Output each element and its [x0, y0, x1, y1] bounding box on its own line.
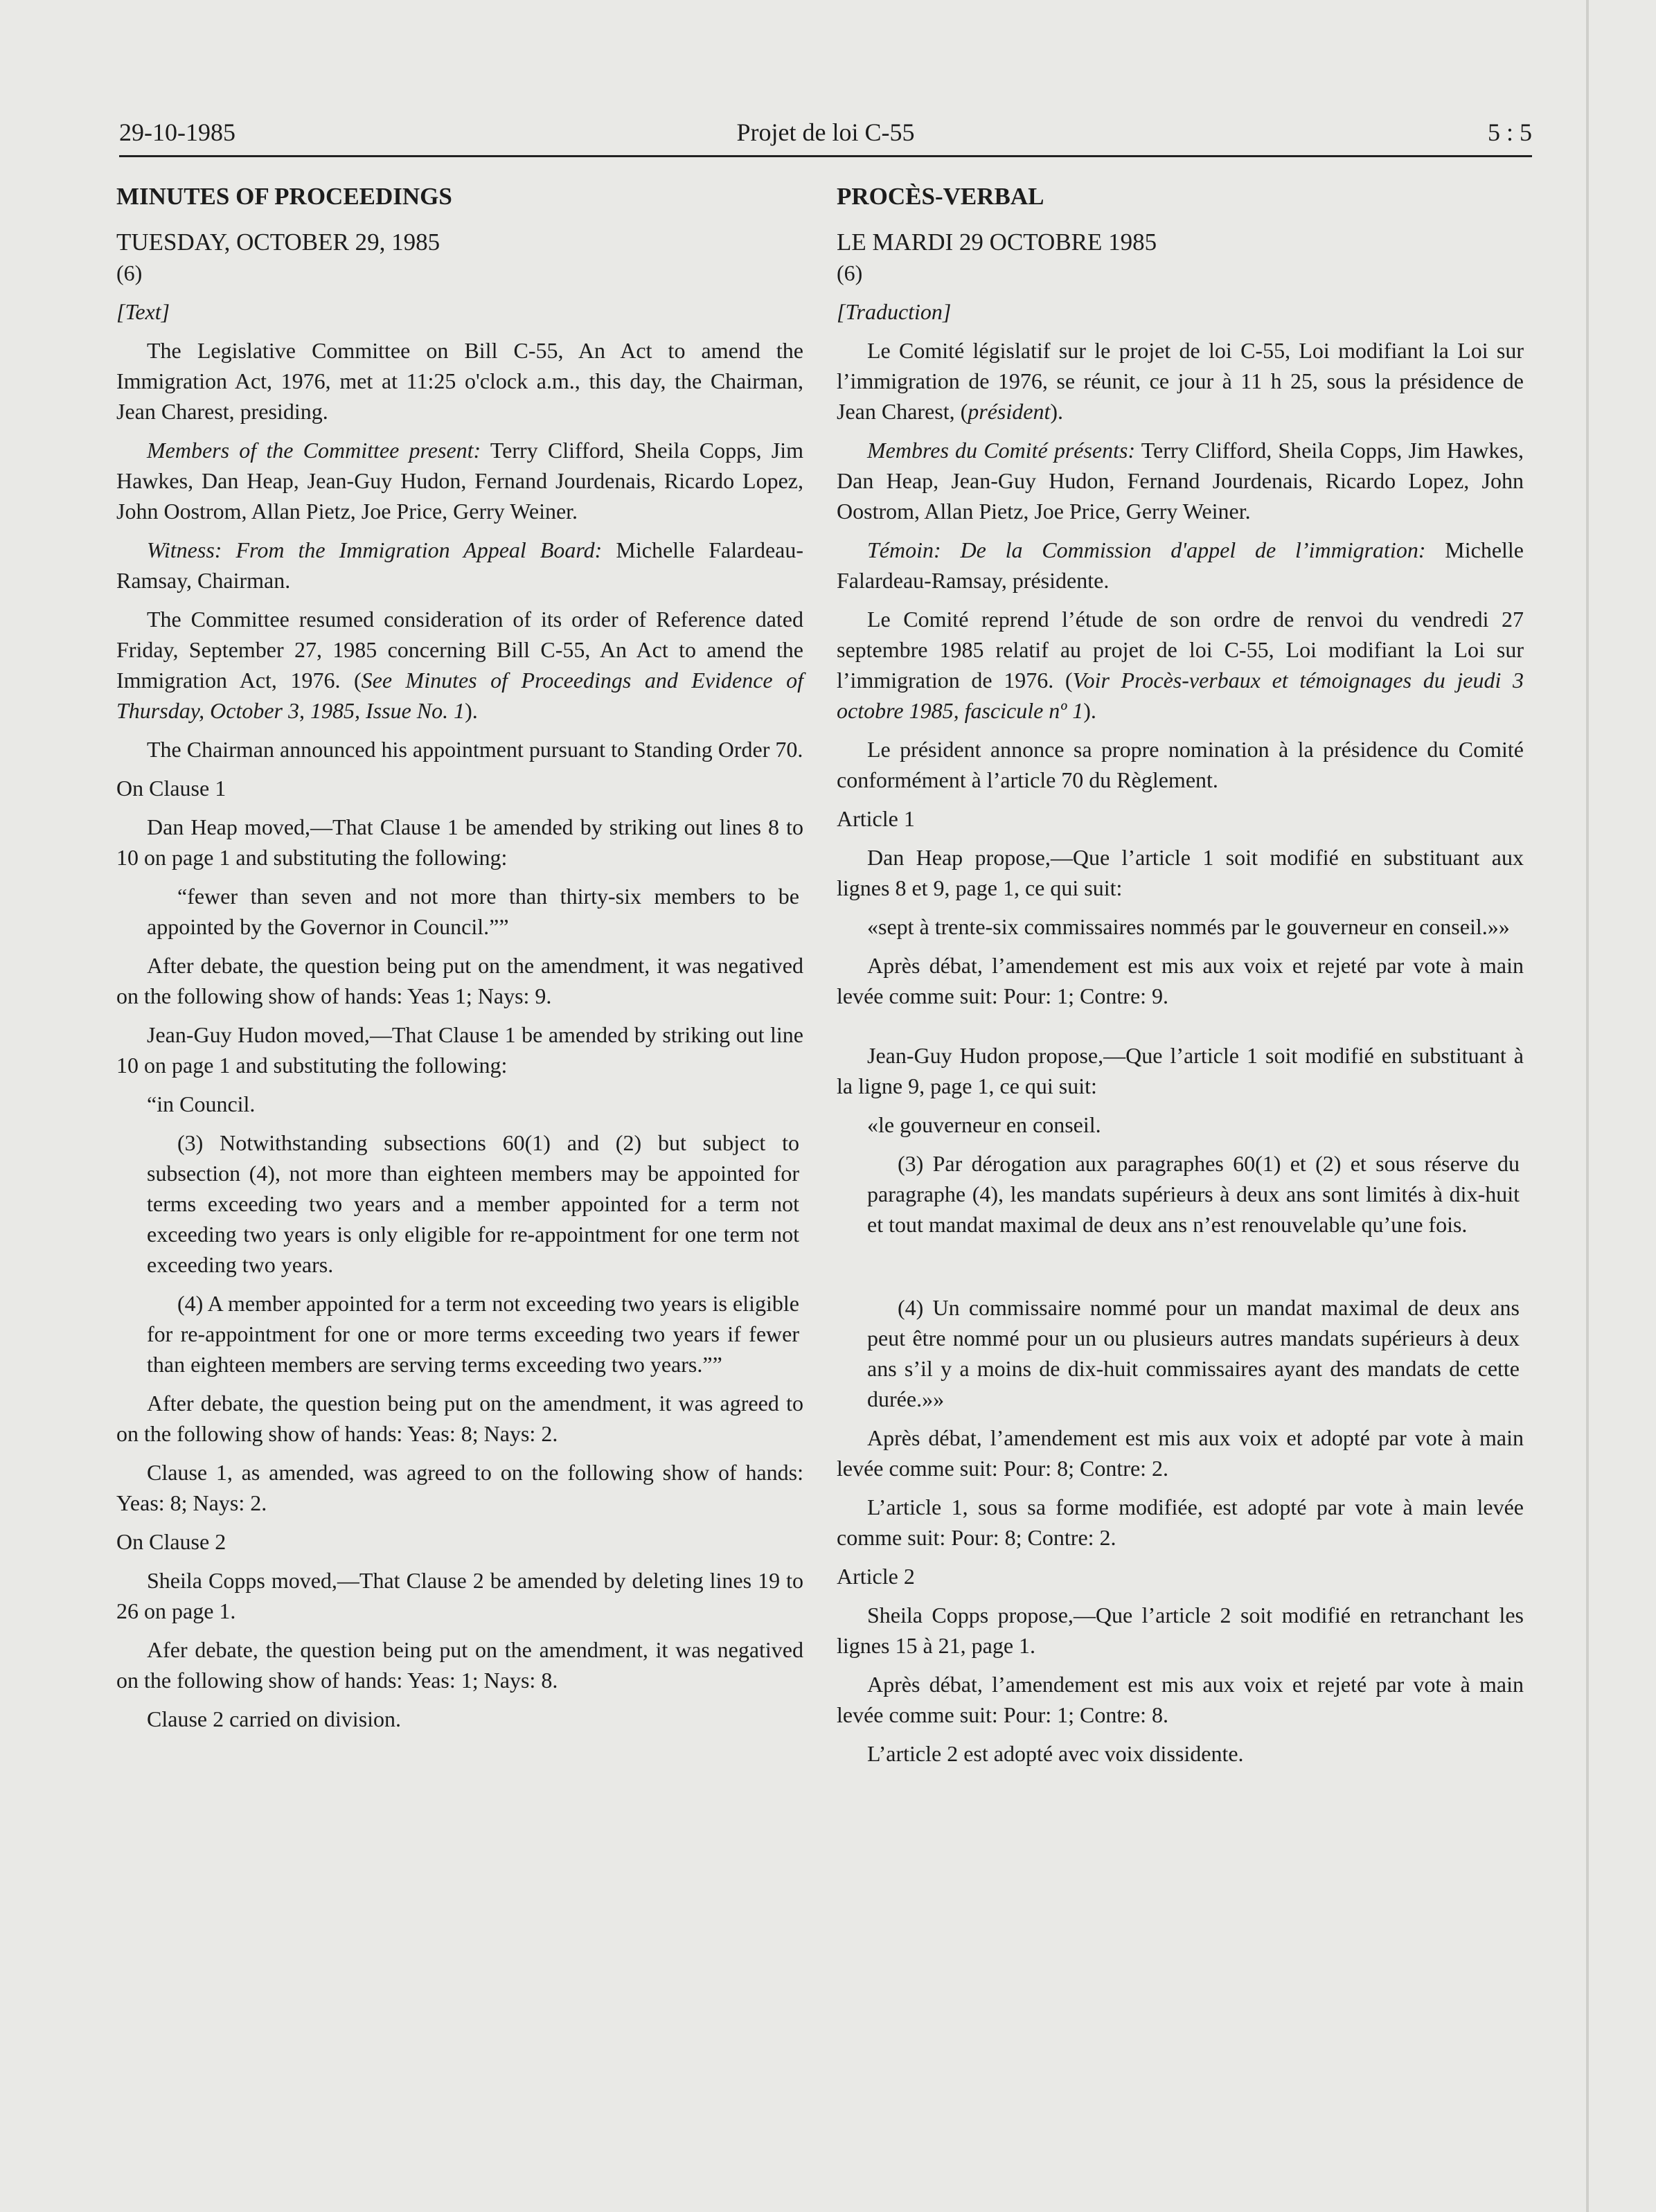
- english-hudon-quote-1: “in Council.: [147, 1091, 256, 1116]
- header-page-number: 5 : 5: [1487, 118, 1532, 146]
- english-clause2-carried: Clause 2 carried on division.: [147, 1706, 402, 1731]
- english-sitting-number: (6): [116, 260, 143, 285]
- french-resumed-paragraph: [837, 604, 1524, 726]
- english-chairman-paragraph: The Chairman announced his appointment pursuant to Standing Order 70.: [147, 737, 803, 762]
- french-date-line: LE MARDI 29 OCTOBRE 1985: [837, 229, 1157, 256]
- english-clause1-carried: Clause 1, as amended, was agreed to on the following show of hands: Yeas: 8; Nays: 2.: [116, 1460, 803, 1515]
- english-resumed-paragraph: [116, 604, 803, 726]
- english-opening-paragraph: The Legislative Committee on Bill C-55, An Act to amend the Immigration Act, 1976, met at 11:25 o'clock a.m., this day, the Chairman, Jean Charest, presiding.: [116, 338, 803, 424]
- english-hudon-motion: Jean-Guy Hudon moved,—That Clause 1 be amended by striking out line 10 on page 1 and substituting the following:: [116, 1022, 803, 1078]
- page-edge: [1586, 0, 1589, 2212]
- english-resumed-text: The Committee resumed consideration of its order of Reference dated Friday, September 27, 1985 concerning Bill C-55, An Act to amend the Immigration Act, 1976. (: [116, 607, 803, 693]
- header-date: 29-10-1985: [119, 118, 235, 146]
- french-members-paragraph: [837, 435, 1524, 526]
- english-heap-quote: “fewer than seven and not more than thirty-six members to be appointed by the Governor in Council.””: [147, 884, 799, 939]
- english-hudon-quote-3: (4) A member appointed for a term not exceeding two years is eligible for re-appointment for one or more terms exceeding two years if fewer than eighteen members are serving terms exceeding two years.””: [147, 1291, 799, 1377]
- english-clause1-heading: On Clause 1: [116, 776, 226, 801]
- english-resumed-end: ).: [465, 698, 478, 723]
- french-opening-text: Le Comité législatif sur le projet de loi C-55, Loi modifiant la Loi sur l’immigration de 1976, se réunit, ce jour à 11 h 25, sous la présidence de Jean Charest, (: [837, 338, 1524, 424]
- english-witness-paragraph: [116, 535, 803, 596]
- french-opening-president: président: [968, 399, 1051, 424]
- french-members-label: Membres du Comité présents:: [867, 438, 1136, 463]
- french-heap-quote: «sept à trente-six commissaires nommés par le gouverneur en conseil.»»: [867, 914, 1510, 939]
- french-opening-end: ).: [1050, 399, 1064, 424]
- french-witness-name: Michelle Falardeau-Ramsay, présidente.: [837, 537, 1524, 593]
- french-hudon-quote-3: (4) Un commissaire nommé pour un mandat maximal de deux ans peut être nommé pour un ou plusieurs autres mandats supérieurs à deux ans s’il y a moins de dix-huit commissaires ayant des mandats de cette durée.»»: [867, 1295, 1520, 1411]
- french-column: [837, 181, 1524, 1777]
- french-witness-label: Témoin: De la Commission d'appel de l’immigration:: [867, 537, 1426, 562]
- french-text-note: [Traduction]: [837, 299, 952, 324]
- french-clause2-heading: Article 2: [837, 1564, 915, 1589]
- running-header: [119, 118, 1532, 157]
- french-heap-result: Après débat, l’amendement est mis aux voix et rejeté par vote à main levée comme suit: Pour: 1; Contre: 9.: [837, 953, 1524, 1008]
- french-copps-result: Après débat, l’amendement est mis aux voix et rejeté par vote à main levée comme suit: Pour: 1; Contre: 8.: [837, 1672, 1524, 1727]
- french-hudon-motion: Jean-Guy Hudon propose,—Que l’article 1 soit modifié en substituant à la ligne 9, page 1, ce qui suit:: [837, 1043, 1524, 1098]
- french-hudon-quote-2: (3) Par dérogation aux paragraphes 60(1) et (2) et sous réserve du paragraphe (4), les mandats supérieurs à deux ans sont limités à dix-huit et tout mandat maximal de deux ans n’est renouvelable qu’une fois.: [867, 1151, 1520, 1237]
- french-sitting-number: (6): [837, 260, 863, 285]
- french-clause1-carried: L’article 1, sous sa forme modifiée, est adopté par vote à main levée comme suit: Pour: 8; Contre: 2.: [837, 1495, 1524, 1550]
- english-hudon-result: After debate, the question being put on the amendment, it was agreed to on the following show of hands: Yeas: 8; Nays: 2.: [116, 1391, 803, 1446]
- english-heading: MINUTES OF PROCEEDINGS: [116, 183, 452, 210]
- english-copps-result: Afer debate, the question being put on the amendment, it was negatived on the following show of hands: Yeas: 1; Nays: 8.: [116, 1637, 803, 1693]
- english-members-paragraph: [116, 435, 803, 526]
- english-members-label: Members of the Committee present:: [147, 438, 481, 463]
- french-copps-motion: Sheila Copps propose,—Que l’article 2 soit modifié en retranchant les lignes 15 à 21, page 1.: [837, 1603, 1524, 1658]
- french-hudon-quote-1: «le gouverneur en conseil.: [867, 1112, 1101, 1137]
- english-text-note: [Text]: [116, 299, 170, 324]
- english-members-list: Terry Clifford, Sheila Copps, Jim Hawkes, Dan Heap, Jean-Guy Hudon, Fernand Jourdenais, Ricardo Lopez, John Oostrom, Allan Pietz, Joe Price, Gerry Weiner.: [116, 438, 804, 524]
- english-heap-result: After debate, the question being put on the amendment, it was negatived on the following show of hands: Yeas 1; Nays: 9.: [116, 953, 803, 1008]
- english-copps-motion: Sheila Copps moved,—That Clause 2 be amended by deleting lines 19 to 26 on page 1.: [116, 1568, 803, 1623]
- english-witness-name: Michelle Falardeau-Ramsay, Chairman.: [116, 537, 804, 593]
- header-rule: [119, 155, 1532, 157]
- french-clause2-carried: L’article 2 est adopté avec voix dissidente.: [867, 1741, 1244, 1766]
- english-hudon-quote-2: (3) Notwithstanding subsections 60(1) and (2) but subject to subsection (4), not more than eighteen members may be appointed for terms exceeding two years and a member appointed for a term not exceeding two years is only eligible for re-appointment for one term not exceeding two years.: [147, 1130, 799, 1277]
- french-resumed-end: ).: [1083, 698, 1096, 723]
- french-heading: PROCÈS-VERBAL: [837, 183, 1044, 210]
- french-members-list: Terry Clifford, Sheila Copps, Jim Hawkes, Dan Heap, Jean-Guy Hudon, Fernand Jourdenais, Ricardo Lopez, John Oostrom, Allan Pietz, Joe Price, Gerry Weiner.: [837, 438, 1524, 524]
- english-heap-motion: Dan Heap moved,—That Clause 1 be amended by striking out lines 8 to 10 on page 1 and substituting the following:: [116, 814, 803, 870]
- french-hudon-result: Après débat, l’amendement est mis aux voix et adopté par vote à main levée comme suit: Pour: 8; Contre: 2.: [837, 1425, 1524, 1481]
- french-heap-motion: Dan Heap propose,—Que l’article 1 soit modifié en substituant aux lignes 8 et 9, page 1, ce qui suit:: [837, 845, 1524, 900]
- header-title: Projet de loi C-55: [736, 118, 915, 146]
- english-clause2-heading: On Clause 2: [116, 1529, 226, 1554]
- french-resumed-text: Le Comité reprend l’étude de son ordre de renvoi du vendredi 27 septembre 1985 relatif au projet de loi C-55, Loi modifiant la Loi sur l’immigration de 1976. (: [837, 607, 1524, 693]
- english-resumed-reference: See Minutes of Proceedings and Evidence of Thursday, October 3, 1985, Issue No. 1: [116, 668, 803, 723]
- english-column: [116, 181, 803, 1742]
- english-witness-label: Witness: From the Immigration Appeal Board:: [147, 537, 603, 562]
- french-resumed-reference: Voir Procès-verbaux et témoignages du jeudi 3 octobre 1985, fascicule nº 1: [837, 668, 1524, 723]
- french-witness-paragraph: [837, 535, 1524, 596]
- french-chairman-paragraph: Le président annonce sa propre nomination à la présidence du Comité conformément à l’article 70 du Règlement.: [837, 737, 1524, 792]
- french-clause1-heading: Article 1: [837, 806, 915, 831]
- english-date-line: TUESDAY, OCTOBER 29, 1985: [116, 229, 440, 256]
- french-opening-paragraph: [837, 335, 1524, 427]
